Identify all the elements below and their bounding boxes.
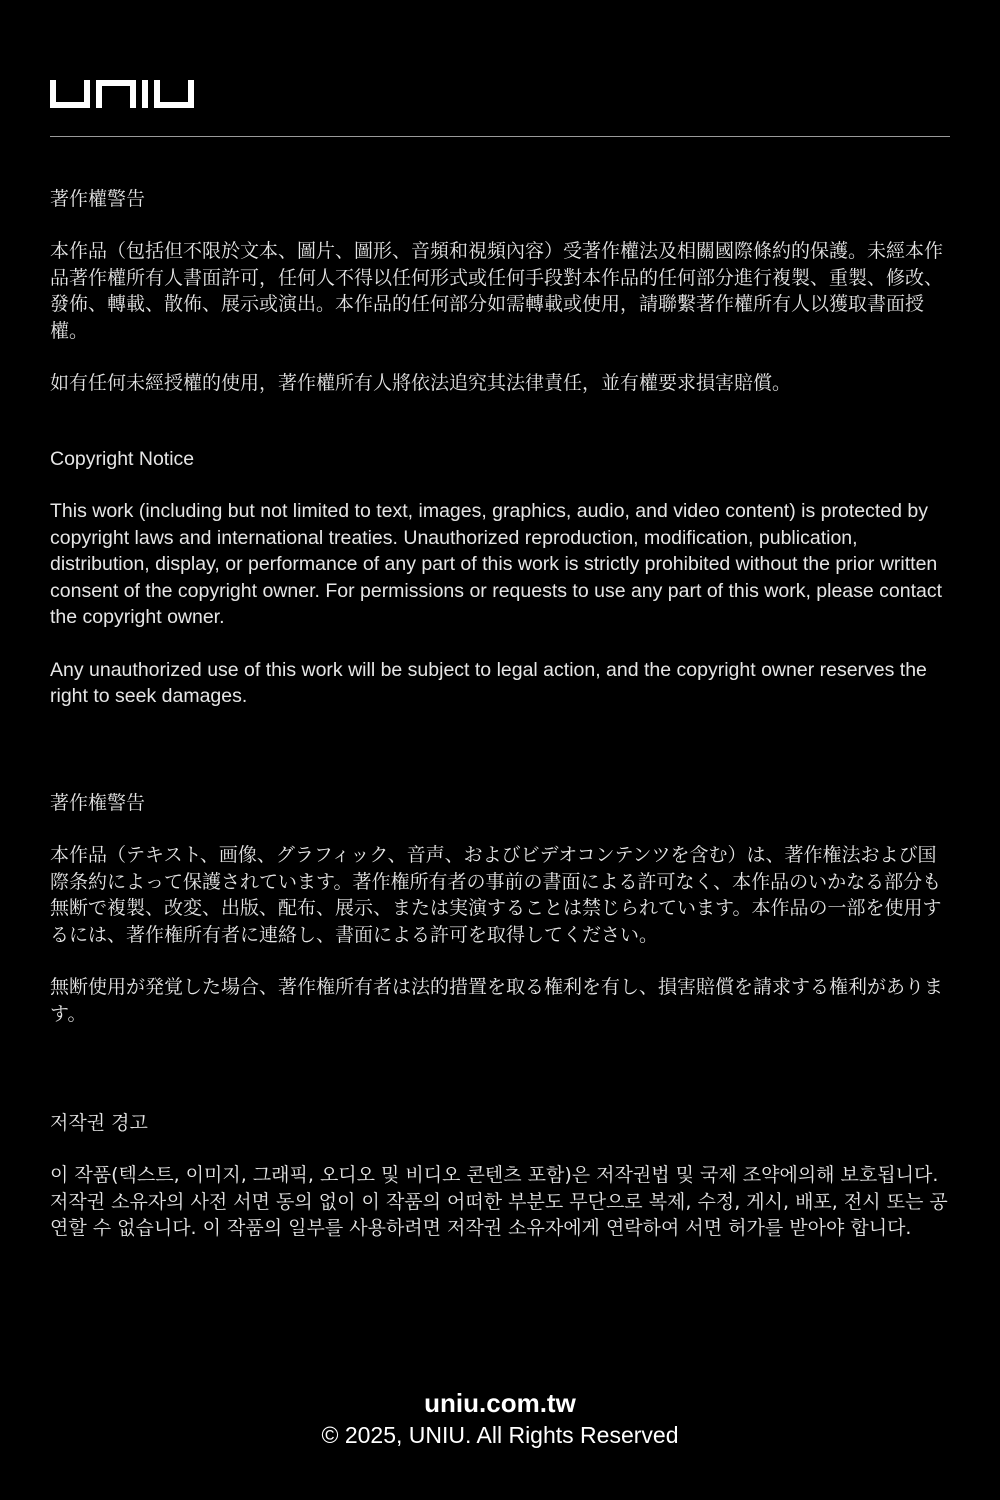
footer-url: uniu.com.tw [424, 1388, 576, 1418]
header-divider [50, 136, 950, 137]
section-ko [50, 1110, 950, 1242]
section-zh-tw [50, 186, 950, 397]
section-paragraph: 이 작품(텍스트, 이미지, 그래픽, 오디오 및 비디오 콘텐츠 포함)은 저작권법 및 국제 조약에의해 보호됩니다. 저작권 소유자의 사전 서면 동의 없이 이 작품의 어떠한 부분도 무단으로 복제, 수정, 게시, 배포, 전시 또는 공연할 수 없습니다. 이 작품의 일부를 사용하려면 저작권 소유자에게 연락하여 서면 허가를 받아야 합니다. [50, 1164, 948, 1239]
section-paragraph: This work (including but not limited to text, images, graphics, audio, and video content) is protected by copyright laws and international treaties. Unauthorized reproduction, modification, publication, distribution, display, or performance of any part of this work is strictly prohibited without the prior written consent of the copyright owner. For permissions or requests to use any part of this work, please contact the copyright owner. [50, 500, 943, 628]
section-heading: 저작권 경고 [50, 1112, 148, 1134]
section-ja [50, 790, 950, 1027]
section-heading: 著作権警告 [50, 792, 146, 814]
section-paragraph: 如有任何未經授權的使用，著作權所有人將依法追究其法律責任，並有權要求損害賠償。 [50, 372, 792, 394]
section-paragraph: 無断使用が発覚した場合、著作権所有者は法的措置を取る権利を有し、損害賠償を請求する権利があります。 [50, 976, 944, 1025]
section-paragraph: 本作品（包括但不限於文本、圖片、圖形、音頻和視頻內容）受著作權法及相關國際條約的保護。未經本作品著作權所有人書面許可，任何人不得以任何形式或任何手段對本作品的任何部分進行複製、重製、修改、發佈、轉載、散佈、展示或演出。本作品的任何部分如需轉載或使用，請聯繫著作權所有人以獲取書面授權。 [50, 240, 944, 342]
footer-copyright: © 2025, UNIU. All Rights Reserved [321, 1422, 679, 1448]
section-paragraph: Any unauthorized use of this work will be subject to legal action, and the copyright owner reserves the right to seek damages. [50, 658, 927, 707]
section-heading: 著作權警告 [50, 188, 146, 210]
footer [0, 1386, 1000, 1450]
uniu-logo [50, 78, 225, 110]
section-heading: Copyright Notice [50, 448, 195, 470]
section-paragraph: 本作品（テキスト、画像、グラフィック、音声、およびビデオコンテンツを含む）は、著作権法および国際条約によって保護されています。著作権所有者の事前の書面による許可なく、本作品のいかなる部分も無断で複製、改変、出版、配布、展示、または実演することは禁じられています。本作品の一部を使用するには、著作権所有者に連絡し、書面による許可を取得してください。 [50, 844, 942, 946]
section-en [50, 446, 950, 710]
